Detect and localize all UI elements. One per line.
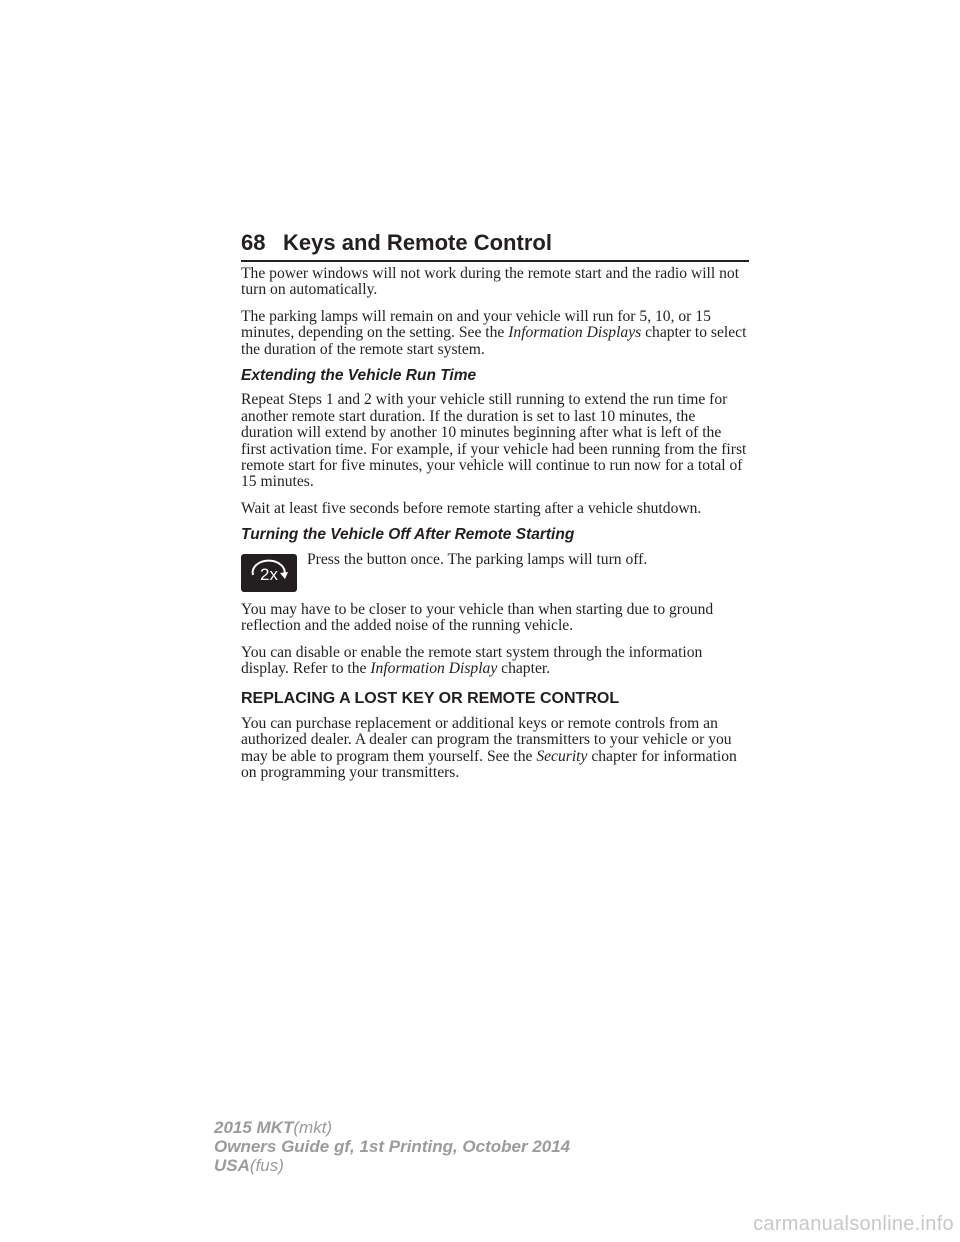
- page-header: [241, 228, 749, 262]
- paragraph-wait: Wait at least five seconds before remote starting after a vehicle shutdown.: [241, 499, 702, 517]
- paragraph-closer: You may have to be closer to your vehicle than when starting due to ground reflection and the added noise of the running vehicle.: [241, 600, 714, 635]
- xref-information-displays[interactable]: Information Displays: [508, 324, 642, 342]
- chapter-title: Keys and Remote Control: [283, 230, 552, 255]
- site-watermark: carmanualsonline.info: [753, 1213, 954, 1235]
- xref-information-display[interactable]: Information Display: [370, 659, 498, 677]
- xref-security[interactable]: Security: [536, 747, 588, 765]
- footer-line-model: 2015 MKT(mkt): [214, 1118, 333, 1137]
- footer-line-market: USA(fus): [214, 1156, 284, 1175]
- print-footer: [214, 1118, 570, 1175]
- paragraph-parking-lamps: The parking lamps will remain on and your vehicle will run for 5, 10, or 15 minutes, depending on the setting. See the Information Displays chapter to select the duration of the remote start system.: [241, 307, 747, 358]
- icon-label: 2x: [260, 564, 278, 584]
- footer-line-printing: Owners Guide gf, 1st Printing, October 2014: [214, 1137, 571, 1156]
- paragraph-disable-enable: You can disable or enable the remote start system through the information display. Refer to the Information Display chapter.: [241, 643, 703, 677]
- page-number: 68: [241, 230, 266, 255]
- page-body: [241, 266, 749, 791]
- subheading-extending-run-time: Extending the Vehicle Run Time: [241, 367, 477, 385]
- paragraph-replacement-keys: You can purchase replacement or additional keys or remote controls from an authorized dealer. A dealer can program the transmitters to your vehicle or you may be able to program them yourself. See the Security chapter for information on programming your transmitters.: [241, 714, 737, 781]
- paragraph-press-once: Press the button once. The parking lamps will turn off.: [307, 550, 648, 568]
- section-heading-replacing-key: REPLACING A LOST KEY OR REMOTE CONTROL: [241, 690, 620, 708]
- paragraph-power-windows: The power windows will not work during the remote start and the radio will not turn on automatically.: [241, 265, 740, 299]
- subheading-turning-off: Turning the Vehicle Off After Remote Starting: [241, 526, 575, 544]
- repeat-arrow-icon: [246, 558, 292, 588]
- instruction-press-button: [241, 552, 749, 592]
- remote-2x-button-icon: [241, 554, 297, 592]
- paragraph-extend-run: Repeat Steps 1 and 2 with your vehicle still running to extend the run time for another remote start duration. If the duration is set to last 10 minutes, the duration will extend by another 10 minutes beginning after what is left of the first activation time. For example, if your vehicle had been running from the first remote start for five minutes, your vehicle will continue to run now for a total of 15 minutes.: [241, 391, 747, 491]
